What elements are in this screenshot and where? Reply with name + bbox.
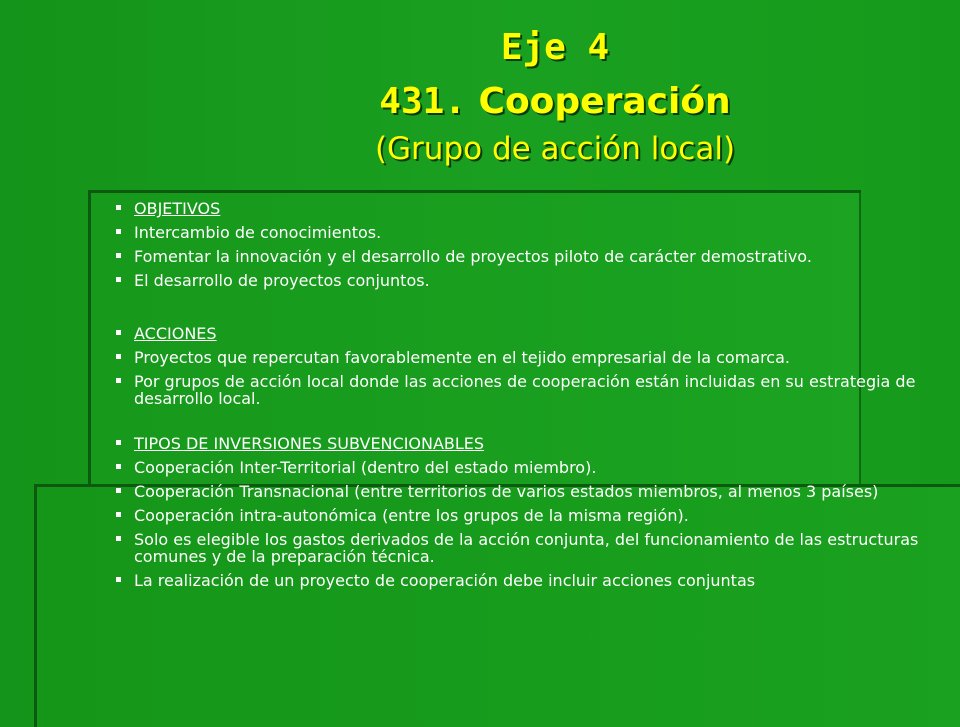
- list-item-text: Por grupos de acción local donde las acciones de cooperación están incluidas en su estrategia de desarrollo local.: [134, 372, 916, 408]
- list-item-text: Proyectos que repercutan favorablemente en el tejido empresarial de la comarca.: [134, 348, 790, 367]
- square-bullet-icon: [116, 440, 121, 445]
- list-item: [116, 248, 926, 265]
- square-bullet-icon: [116, 354, 121, 359]
- list-item-text: Cooperación Inter-Territorial (dentro del estado miembro).: [134, 458, 597, 477]
- list-item-text: La realización de un proyecto de cooperación debe incluir acciones conjuntas: [134, 571, 756, 590]
- list-item: [116, 272, 926, 289]
- list-item: [116, 373, 926, 407]
- square-bullet-icon: [116, 512, 121, 517]
- square-bullet-icon: [116, 277, 121, 282]
- list-item-text: Cooperación Transnacional (entre territorios de varios estados miembros, al menos 3 países): [134, 482, 879, 501]
- square-bullet-icon: [116, 577, 121, 582]
- list-item-text: Solo es elegible los gastos derivados de la acción conjunta, del funcionamiento de las estructuras comunes y de la preparación técnica.: [134, 530, 919, 566]
- section-heading-tipos-inversiones: [116, 435, 926, 452]
- title-measure: [0, 81, 960, 122]
- list-item: [116, 507, 926, 524]
- section-heading-acciones: [116, 325, 926, 342]
- square-bullet-icon: [116, 229, 121, 234]
- slide-title: [0, 27, 960, 167]
- list-item-text: Cooperación intra-autonómica (entre los grupos de la misma región).: [134, 506, 689, 525]
- list-item-text: Fomentar la innovación y el desarrollo de proyectos piloto de carácter demostrativo.: [134, 247, 812, 266]
- square-bullet-icon: [116, 330, 121, 335]
- title-measure-number: 431.: [379, 81, 466, 122]
- list-item-text: El desarrollo de proyectos conjuntos.: [134, 271, 430, 290]
- title-subtitle: (Grupo de acción local): [374, 131, 736, 167]
- section-heading-objetivos: [116, 200, 926, 217]
- list-item: [116, 572, 926, 589]
- square-bullet-icon: [116, 205, 121, 210]
- section-heading-label: OBJETIVOS: [134, 199, 221, 218]
- list-item-text: Intercambio de conocimientos.: [134, 223, 382, 242]
- section-heading-label: ACCIONES: [134, 324, 217, 343]
- square-bullet-icon: [116, 253, 121, 258]
- section-heading-label: TIPOS DE INVERSIONES SUBVENCIONABLES: [134, 434, 485, 453]
- title-measure-text: Cooperación: [478, 81, 731, 122]
- list-item: [116, 459, 926, 476]
- list-item: [116, 224, 926, 241]
- bullet-list: [116, 200, 926, 596]
- square-bullet-icon: [116, 464, 121, 469]
- list-item: [116, 531, 926, 565]
- square-bullet-icon: [116, 378, 121, 383]
- list-item: [116, 349, 926, 366]
- list-item: [116, 483, 926, 500]
- square-bullet-icon: [116, 488, 121, 493]
- square-bullet-icon: [116, 536, 121, 541]
- title-axis: Eje 4: [500, 27, 610, 68]
